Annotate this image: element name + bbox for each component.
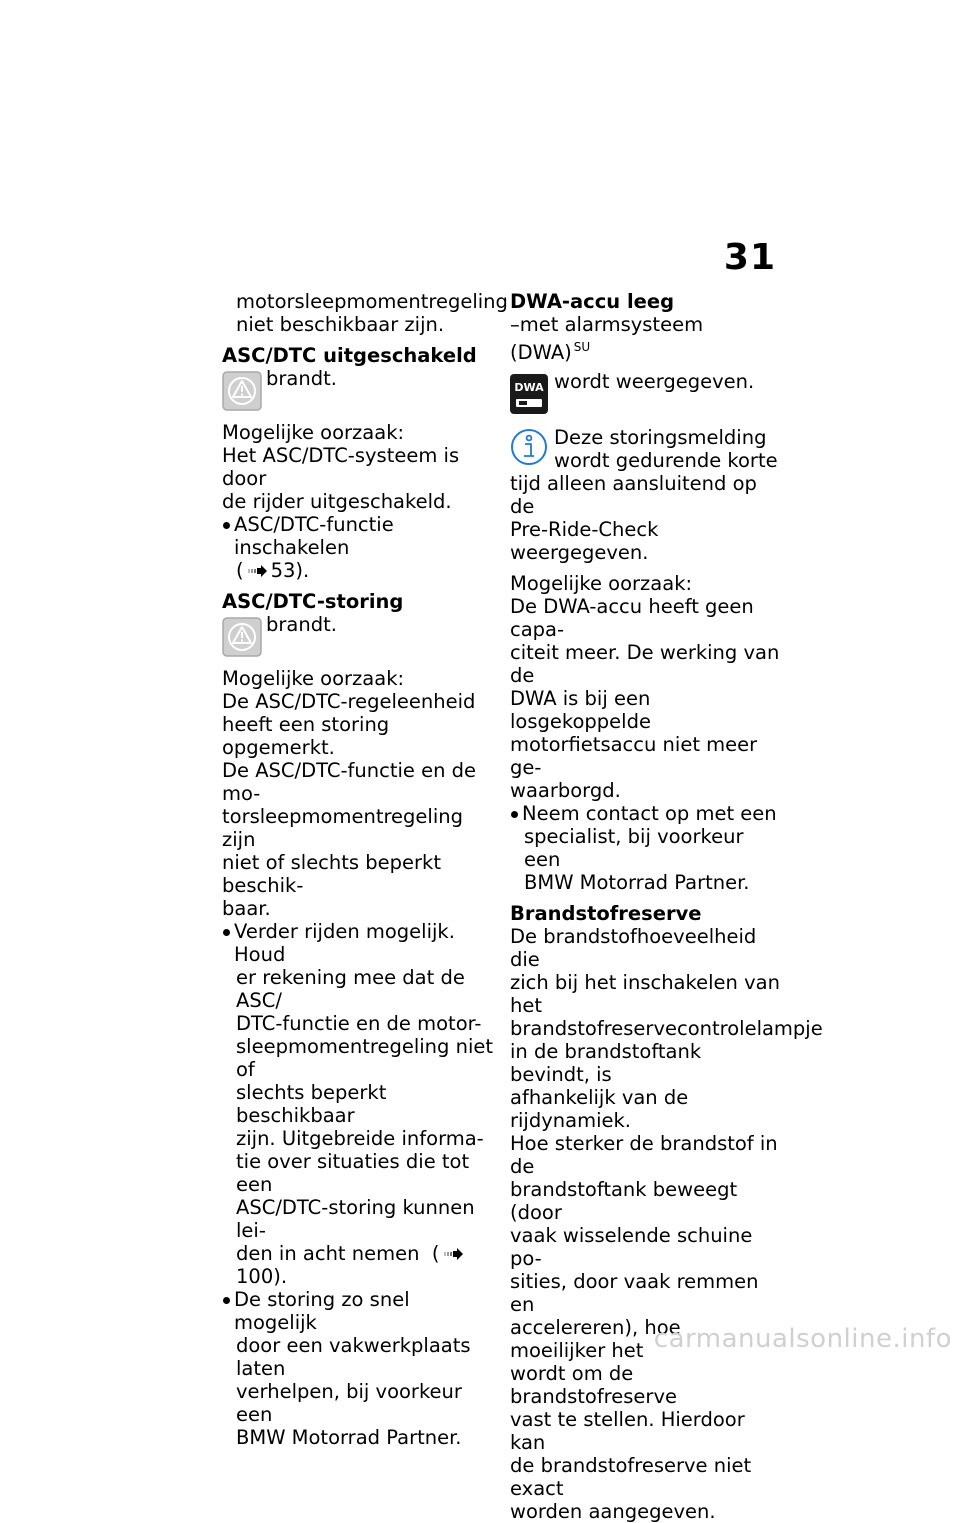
cause-line: De ASC/DTC-functie en de mo- <box>222 759 477 805</box>
bullet-text: ASC/DTC-functie inschakelen <box>234 513 394 559</box>
intro-line: niet beschikbaar zijn. <box>236 313 445 336</box>
bullet-line: specialist, bij voorkeur een <box>524 825 744 871</box>
cause-line: De ASC/DTC-regeleenheid <box>222 690 476 713</box>
bullet-line: zijn. Uitgebreide informa- <box>236 1127 484 1150</box>
dwa-subtitle-text: –met alarmsysteem (DWA) <box>510 313 704 364</box>
bullet-line: sleepmomentregeling niet of <box>236 1035 494 1081</box>
bullet-item <box>222 1288 494 1334</box>
dwa-indicator-text: wordt weergegeven. <box>554 370 755 393</box>
dwa-heading: DWA-accu leeg <box>510 290 675 313</box>
info-line: Deze storingsmelding <box>554 426 767 449</box>
page-reference-number: 100). <box>236 1265 288 1288</box>
fuel-line: zich bij het inschakelen van het <box>510 971 780 1017</box>
bullet-line-with-reference <box>222 1242 494 1288</box>
fuel-line: vaak wisselende schuine po- <box>510 1224 753 1270</box>
bullet-item <box>222 513 494 559</box>
cause-line: de rijder uitgeschakeld. <box>222 490 452 513</box>
fuel-line: worden aangegeven. <box>510 1500 716 1523</box>
dwa-battery-icon <box>510 374 548 414</box>
fuel-line: sities, door vaak remmen en <box>510 1270 759 1316</box>
asc-off-indicator-row <box>222 367 494 413</box>
info-line: tijd alleen aansluitend op de <box>510 472 757 518</box>
fuel-line: De brandstofhoeveelheid die <box>510 925 757 971</box>
fuel-line: accelereren), hoe moeilijker het <box>510 1316 681 1362</box>
cause-line: motorfietsaccu niet meer ge- <box>510 733 758 779</box>
cause-line: De DWA-accu heeft geen capa- <box>510 595 754 641</box>
dwa-indicator-row <box>510 370 782 416</box>
fuel-line: afhankelijk van de rijdynamiek. <box>510 1086 689 1132</box>
cause-label: Mogelijke oorzaak: <box>510 572 693 595</box>
fuel-line: wordt om de brandstofreserve <box>510 1362 677 1408</box>
cause-line: niet of slechts beperkt beschik- <box>222 851 441 897</box>
asc-warning-icon <box>222 617 262 657</box>
asc-fault-indicator-text: brandt. <box>266 613 337 636</box>
bullet-line: ASC/DTC-storing kunnen lei- <box>236 1196 475 1242</box>
cause-line: torsleepmomentregeling zijn <box>222 805 463 851</box>
bullet-text: Verder rijden mogelijk. Houd <box>234 920 455 966</box>
fuel-line: vast te stellen. Hierdoor kan <box>510 1408 745 1454</box>
page-number: 31 <box>723 237 776 278</box>
bullet-line: verhelpen, bij voorkeur een <box>236 1380 462 1426</box>
fuel-line: Hoe sterker de brandstof in de <box>510 1132 778 1178</box>
cause-label: Mogelijke oorzaak: <box>222 667 405 690</box>
cause-label: Mogelijke oorzaak: <box>222 421 405 444</box>
bullet-line: tie over situaties die tot een <box>236 1150 470 1196</box>
fuel-reserve-heading: Brandstofreserve <box>510 902 702 925</box>
dwa-info-row <box>510 426 782 472</box>
asc-off-indicator-text: brandt. <box>266 367 337 390</box>
fuel-line: in de brandstoftank bevindt, is <box>510 1040 702 1086</box>
cause-line: heeft een storing opgemerkt. <box>222 713 390 759</box>
dwa-subtitle <box>510 313 782 364</box>
info-line: wordt gedurende korte <box>554 449 778 472</box>
cause-line: baar. <box>222 897 271 920</box>
dwa-icon-label: DWA <box>514 381 544 394</box>
bullet-item <box>510 802 782 825</box>
asc-off-heading: ASC/DTC uitgeschakeld <box>222 344 477 367</box>
info-icon <box>510 428 548 466</box>
fuel-line: de brandstofreserve niet exact <box>510 1454 752 1500</box>
bullet-line: DTC-functie en de motor- <box>236 1012 482 1035</box>
page-reference[interactable]: ( 53). <box>236 559 310 582</box>
cause-line: citeit meer. De werking van de <box>510 641 780 687</box>
dwa-superscript: SU <box>573 340 591 354</box>
bullet-line: BMW Motorrad Partner. <box>236 1426 462 1449</box>
cause-line: DWA is bij een losgekoppelde <box>510 687 651 733</box>
bullet-line: door een vakwerkplaats laten <box>236 1334 471 1380</box>
fuel-line: brandstoftank beweegt (door <box>510 1178 738 1224</box>
page-reference-arrow-icon <box>444 1247 464 1261</box>
left-column <box>222 290 508 1449</box>
bullet-item <box>222 920 494 966</box>
asc-fault-indicator-row <box>222 613 494 659</box>
cause-line: waarborgd. <box>510 779 621 802</box>
page-reference-number: 53). <box>270 559 310 582</box>
bullet-line: BMW Motorrad Partner. <box>524 871 750 894</box>
bullet-text: Neem contact op met een <box>522 802 777 825</box>
bullet-text: De storing zo snel mogelijk <box>234 1288 410 1334</box>
cause-line: Het ASC/DTC-systeem is door <box>222 444 460 490</box>
bullet-line: slechts beperkt beschikbaar <box>236 1081 387 1127</box>
bullet-line: er rekening mee dat de ASC/ <box>236 966 465 1012</box>
bullet-text: den in acht nemen <box>236 1242 420 1265</box>
info-line: Pre-Ride-Check weergegeven. <box>510 518 659 564</box>
asc-warning-icon <box>222 371 262 411</box>
page-reference-arrow-icon <box>248 564 268 578</box>
asc-fault-heading: ASC/DTC-storing <box>222 590 404 613</box>
page-reference[interactable]: (100). <box>236 1242 467 1288</box>
watermark: carmanualsonline.info <box>653 1324 952 1354</box>
fuel-line: brandstofreservecontrolelampje <box>510 1017 823 1040</box>
intro-line: motorsleepmomentregeling <box>236 290 508 313</box>
